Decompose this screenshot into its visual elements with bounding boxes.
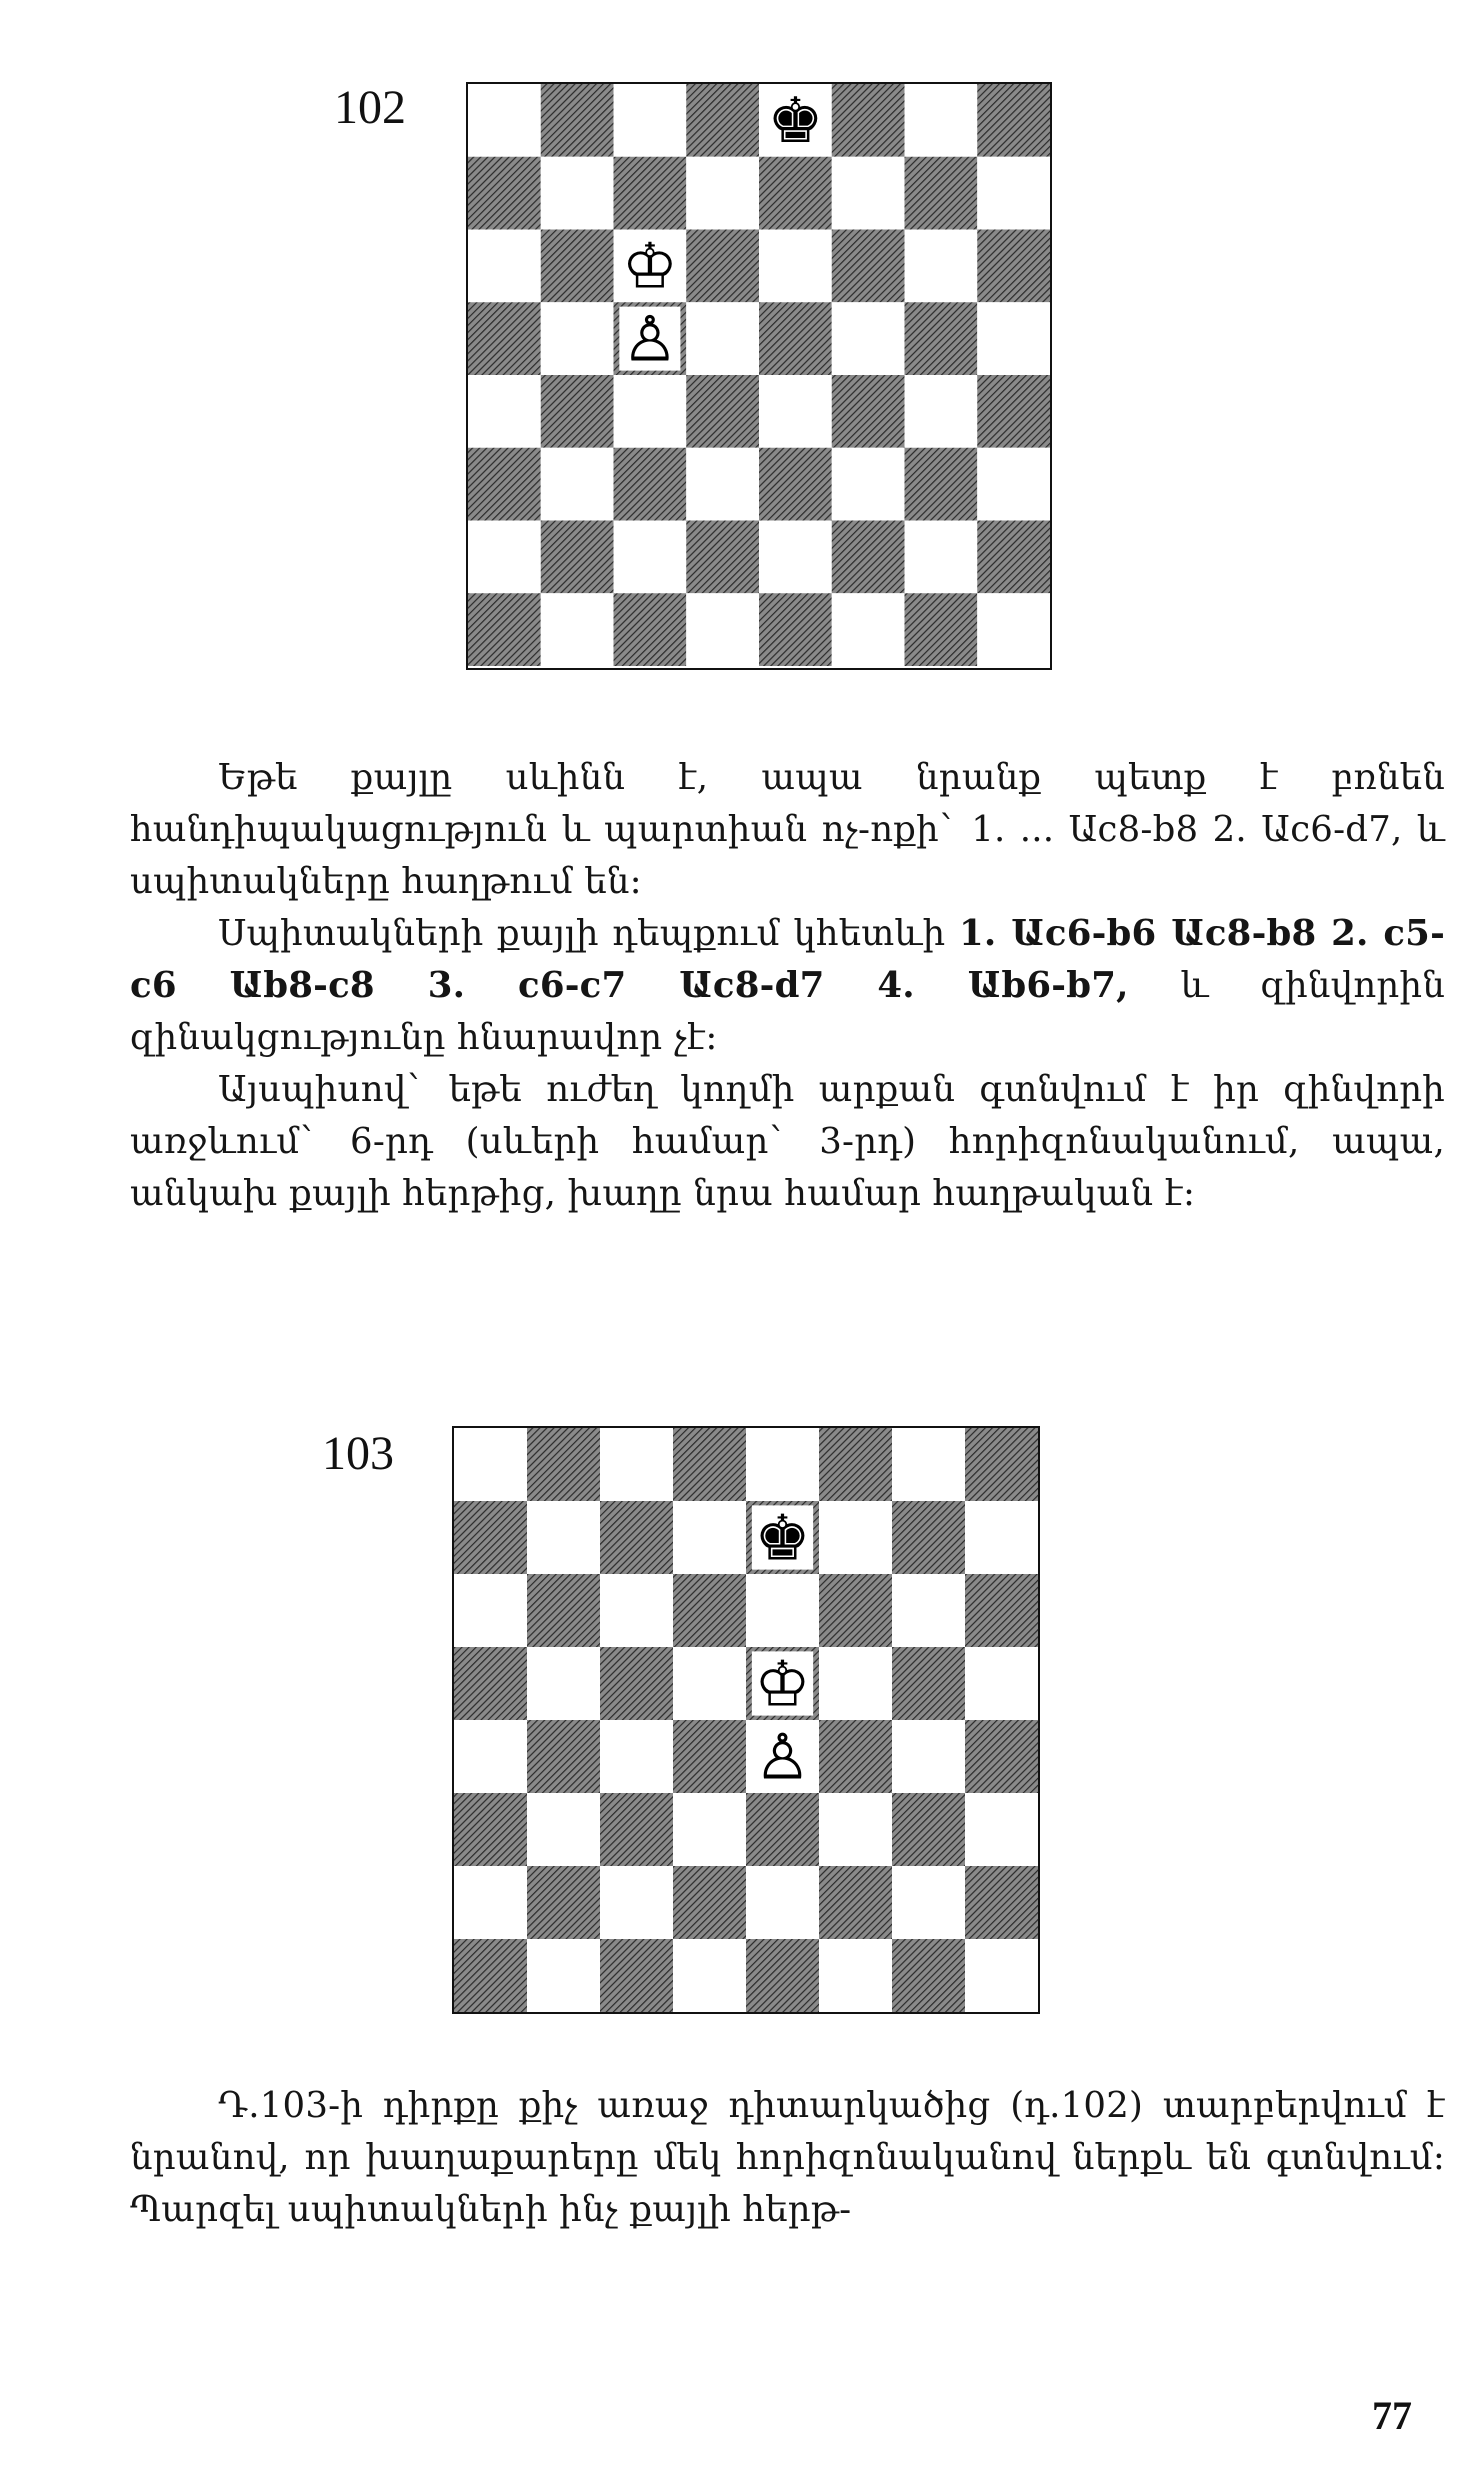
square-g2: [892, 1866, 965, 1939]
paragraph-2: Սպիտակների քայլի դեպքում կհետևի 1. Աc6-b6 Աc8-b8 2. c5-c6 Աb8-c8 3. c6-c7 Աc8-d7 4. Աb6-b7, և զինվորին զինակցությունը հնարավոր չէ:: [130, 913, 1446, 1058]
square-f2: [819, 1866, 892, 1939]
square-g5: [905, 302, 978, 375]
square-g1: [905, 593, 978, 666]
board-svg: [468, 84, 1050, 666]
square-d7: [673, 1501, 746, 1574]
square-g8: [905, 84, 978, 157]
square-a3: [454, 1793, 527, 1866]
square-d7: [686, 157, 759, 230]
square-d6: [673, 1574, 746, 1647]
square-f5: [832, 302, 905, 375]
square-e6: [746, 1574, 819, 1647]
white-king-icon: ♔: [754, 1647, 811, 1721]
square-a5: [454, 1647, 527, 1720]
square-f4: [819, 1720, 892, 1793]
square-f7: [832, 157, 905, 230]
square-g6: [892, 1574, 965, 1647]
square-c7: [600, 1501, 673, 1574]
square-f4: [832, 375, 905, 448]
square-g7: [905, 157, 978, 230]
square-a2: [454, 1866, 527, 1939]
square-a7: [468, 157, 541, 230]
square-h7: [977, 157, 1050, 230]
square-b6: [527, 1574, 600, 1647]
square-d3: [673, 1793, 746, 1866]
square-h7: [965, 1501, 1038, 1574]
square-c5: [600, 1647, 673, 1720]
square-h1: [977, 593, 1050, 666]
square-e5: [759, 302, 832, 375]
paragraph-3: Այսպիսով` եթե ուժեղ կողմի արքան գտնվում է իր զինվորի առջևում` 6-րդ (սևերի համար` 3-րդ) հորիզոնականում, ապա, անկախ քայլի հերթից, խաղը նրա համար հաղթական է:: [130, 1069, 1445, 1214]
square-a6: [468, 230, 541, 303]
square-g4: [892, 1720, 965, 1793]
square-h1: [965, 1939, 1038, 2012]
square-d1: [686, 593, 759, 666]
square-d6: [686, 230, 759, 303]
square-f6: [819, 1574, 892, 1647]
square-d2: [673, 1866, 746, 1939]
square-b1: [541, 593, 614, 666]
square-h5: [977, 302, 1050, 375]
square-g2: [905, 521, 978, 594]
square-c3: [614, 448, 687, 521]
diagram-103-number: 103: [322, 1427, 394, 1480]
square-b3: [527, 1793, 600, 1866]
square-g1: [892, 1939, 965, 2012]
square-h8: [977, 84, 1050, 157]
square-e6: [759, 230, 832, 303]
square-a2: [468, 521, 541, 594]
square-e7: [759, 157, 832, 230]
square-b2: [527, 1866, 600, 1939]
chessboard-102: [466, 82, 1052, 670]
square-c3: [600, 1793, 673, 1866]
square-c1: [614, 593, 687, 666]
square-g3: [905, 448, 978, 521]
square-c2: [600, 1866, 673, 1939]
square-f3: [832, 448, 905, 521]
square-c8: [614, 84, 687, 157]
square-f2: [832, 521, 905, 594]
square-f5: [819, 1647, 892, 1720]
square-d1: [673, 1939, 746, 2012]
square-b4: [527, 1720, 600, 1793]
square-h6: [965, 1574, 1038, 1647]
square-e3: [759, 448, 832, 521]
black-king-icon: ♚: [767, 84, 824, 158]
square-b1: [527, 1939, 600, 2012]
square-d8: [673, 1428, 746, 1501]
square-b5: [527, 1647, 600, 1720]
square-f3: [819, 1793, 892, 1866]
square-h3: [965, 1793, 1038, 1866]
square-g3: [892, 1793, 965, 1866]
square-e4: [759, 375, 832, 448]
diagram-102-number: 102: [334, 81, 406, 134]
square-e2: [746, 1866, 819, 1939]
square-b4: [541, 375, 614, 448]
square-a8: [454, 1428, 527, 1501]
square-e2: [759, 521, 832, 594]
square-d8: [686, 84, 759, 157]
square-a7: [454, 1501, 527, 1574]
square-a1: [468, 593, 541, 666]
square-b2: [541, 521, 614, 594]
square-a6: [454, 1574, 527, 1647]
paragraph-1: Եթե քայլը սևինն է, ապա նրանք պետք է բռնեն հանդիպակացություն և պարտիան ոչ-ոքի` 1. ... Աc8-b8 2. Աc6-d7, և սպիտակները հաղթում են:: [130, 757, 1445, 902]
square-b7: [527, 1501, 600, 1574]
square-d4: [686, 375, 759, 448]
square-c6: [600, 1574, 673, 1647]
square-g8: [892, 1428, 965, 1501]
black-king-icon: ♚: [754, 1501, 811, 1575]
square-b3: [541, 448, 614, 521]
paragraph-4: Դ.103-ի դիրքը քիչ առաջ դիտարկածից (դ.102) տարբերվում է նրանով, որ խաղաքարերը մեկ հորիզոնականով ներքև են գտնվում: Պարզել սպիտակների ինչ քայլի հերթ-: [130, 2085, 1445, 2230]
square-h4: [977, 375, 1050, 448]
square-f7: [819, 1501, 892, 1574]
square-g5: [892, 1647, 965, 1720]
square-a4: [468, 375, 541, 448]
square-b6: [541, 230, 614, 303]
square-a8: [468, 84, 541, 157]
chessboard-103: [452, 1426, 1040, 2014]
square-c4: [600, 1720, 673, 1793]
square-f8: [832, 84, 905, 157]
square-e1: [759, 593, 832, 666]
page-number: 77: [1372, 2393, 1412, 2438]
square-h5: [965, 1647, 1038, 1720]
square-a3: [468, 448, 541, 521]
white-pawn-icon: ♙: [621, 302, 678, 376]
square-d3: [686, 448, 759, 521]
square-b8: [541, 84, 614, 157]
square-c8: [600, 1428, 673, 1501]
square-g7: [892, 1501, 965, 1574]
square-e3: [746, 1793, 819, 1866]
square-d5: [673, 1647, 746, 1720]
square-f1: [819, 1939, 892, 2012]
square-b7: [541, 157, 614, 230]
square-b8: [527, 1428, 600, 1501]
square-d5: [686, 302, 759, 375]
white-pawn-icon: ♙: [754, 1720, 811, 1794]
square-h4: [965, 1720, 1038, 1793]
square-c7: [614, 157, 687, 230]
square-h3: [977, 448, 1050, 521]
square-a4: [454, 1720, 527, 1793]
square-a1: [454, 1939, 527, 2012]
square-h8: [965, 1428, 1038, 1501]
square-f1: [832, 593, 905, 666]
square-g4: [905, 375, 978, 448]
square-d2: [686, 521, 759, 594]
board-svg: [454, 1428, 1038, 2012]
square-e8: [746, 1428, 819, 1501]
square-c2: [614, 521, 687, 594]
square-c1: [600, 1939, 673, 2012]
square-a5: [468, 302, 541, 375]
square-h6: [977, 230, 1050, 303]
text-block-1: [130, 752, 1445, 1220]
square-h2: [965, 1866, 1038, 1939]
square-c4: [614, 375, 687, 448]
square-g6: [905, 230, 978, 303]
square-h2: [977, 521, 1050, 594]
square-b5: [541, 302, 614, 375]
white-king-icon: ♔: [621, 229, 678, 303]
square-d4: [673, 1720, 746, 1793]
square-f8: [819, 1428, 892, 1501]
text-block-2: [130, 2080, 1445, 2236]
square-e1: [746, 1939, 819, 2012]
square-f6: [832, 230, 905, 303]
